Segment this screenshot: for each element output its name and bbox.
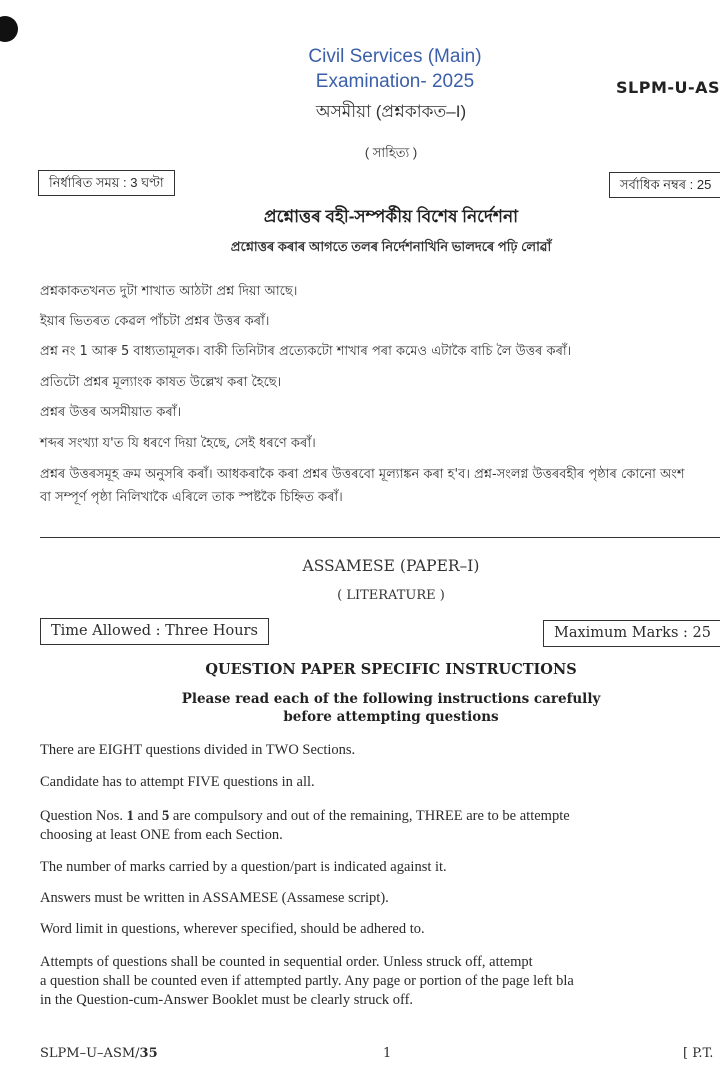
instruction-2: Candidate has to attempt FIVE questions in all. <box>40 774 315 790</box>
subtitle-assamese: ( সাহিত্য ) <box>364 145 418 160</box>
paper-title-english: ASSAMESE (PAPER–I) <box>302 557 480 575</box>
section-divider <box>40 537 720 538</box>
assamese-instruction-4: প্ৰতিটো প্ৰশ্নৰ মূল্যাংক কাষত উল্লেখ কৰা হৈছে। <box>40 375 282 390</box>
assamese-instruction-7a: প্ৰশ্নৰ উত্তৰসমূহ ক্ৰম অনুসৰি কৰাঁ। আধকৰাকৈ কৰা প্ৰশ্নৰ উত্তৰবো মূল্যাঙ্কন কৰা হ'ব। প্ৰশ্ন-সংলগ্ন উত্তৰবহীৰ পৃষ্ঠাৰ কোনো অংশ <box>40 467 685 482</box>
subject-assamese: অসমীয়া (প্ৰশ্নকাকত–I) <box>315 102 467 121</box>
punch-hole-mark <box>0 16 18 42</box>
instruction-7-line3: in the Question-cum-Answer Booklet must be clearly struck off. <box>40 992 414 1008</box>
time-allowed-box: Time Allowed : Three Hours <box>40 618 269 645</box>
instruction-3-line2: choosing at least ONE from each Section. <box>40 827 283 843</box>
exam-name-line1: Civil Services (Main) <box>308 46 482 67</box>
time-allowed-box-assamese: নিৰ্ধাৰিত সময় : 3 ঘণ্টা <box>38 170 175 196</box>
assamese-instruction-2: ইয়াৰ ভিতৰত কেৱল পাঁচটা প্ৰশ্নৰ উত্তৰ কৰাঁ। <box>40 314 270 329</box>
page-number: 1 <box>383 1046 392 1061</box>
assamese-instruction-6: শব্দৰ সংখ্যা য'ত যি ধৰণে দিয়া হৈছে, সেই ধৰণে কৰাঁ। <box>40 436 316 451</box>
assamese-instruction-5: প্ৰশ্নৰ উত্তৰ অসমীয়াত কৰাঁ। <box>40 405 182 420</box>
assamese-instruction-3: প্ৰশ্ন নং 1 আৰু 5 বাধ্যতামূলক। বাকী তিনিটাৰ প্ৰত্যেকটো শাখাৰ পৰা কমেও এটাকৈ বাচি লৈ উত্তৰ কৰাঁ। <box>40 344 572 359</box>
assamese-instruction-7b: বা সম্পূৰ্ণ পৃষ্ঠা নিলিখাকৈ এৰিলে তাক স্পষ্টকৈ চিহ্নিত কৰাঁ। <box>40 490 343 505</box>
instruction-7-line1: Attempts of questions shall be counted in sequential order. Unless struck off, attempt <box>40 954 533 970</box>
instructions-subheading-assamese: প্ৰশ্নোত্তৰ কৰাৰ আগতে তলৰ নিৰ্দেশনাখিনি ভালদৰে পঢ়ি লোৱাঁ <box>230 239 552 254</box>
instructions-subheading-line2: before attempting questions <box>283 709 499 725</box>
instructions-heading-assamese: প্ৰশ্নোত্তৰ বহী-সম্পৰ্কীয় বিশেষ নিৰ্দেশনা <box>263 207 519 226</box>
max-marks-box: Maximum Marks : 25 <box>543 620 720 647</box>
max-marks-box-assamese: সৰ্বাধিক নম্বৰ : 25 <box>609 172 720 198</box>
instruction-6: Word limit in questions, wherever specified, should be adhered to. <box>40 921 425 937</box>
instruction-4: The number of marks carried by a question/part is indicated against it. <box>40 859 447 875</box>
exam-name-line2: Examination- 2025 <box>315 71 475 92</box>
instructions-subheading-line1: Please read each of the following instructions carefully <box>181 691 601 707</box>
paper-subtitle-english: ( LITERATURE ) <box>337 588 445 603</box>
instruction-5: Answers must be written in ASSAMESE (Assamese script). <box>40 890 389 906</box>
instruction-3-line1: Question Nos. 1 and 5 are compulsory and out of the remaining, THREE are to be attempte <box>40 808 570 824</box>
please-turn-over: [ P.T. <box>683 1046 714 1061</box>
footer-paper-code: SLPM–U–ASM/35 <box>40 1046 158 1061</box>
instruction-7-line2: a question shall be counted even if attempted partly. Any page or portion of the page left bla <box>40 973 574 989</box>
instructions-heading: QUESTION PAPER SPECIFIC INSTRUCTIONS <box>205 661 577 678</box>
assamese-instruction-1: প্ৰশ্নকাকতখনত দুটা শাখাত আঠটা প্ৰশ্ন দিয়া আছে। <box>40 284 298 299</box>
paper-code: SLPM-U-AS <box>616 78 720 97</box>
instruction-1: There are EIGHT questions divided in TWO Sections. <box>40 742 356 758</box>
